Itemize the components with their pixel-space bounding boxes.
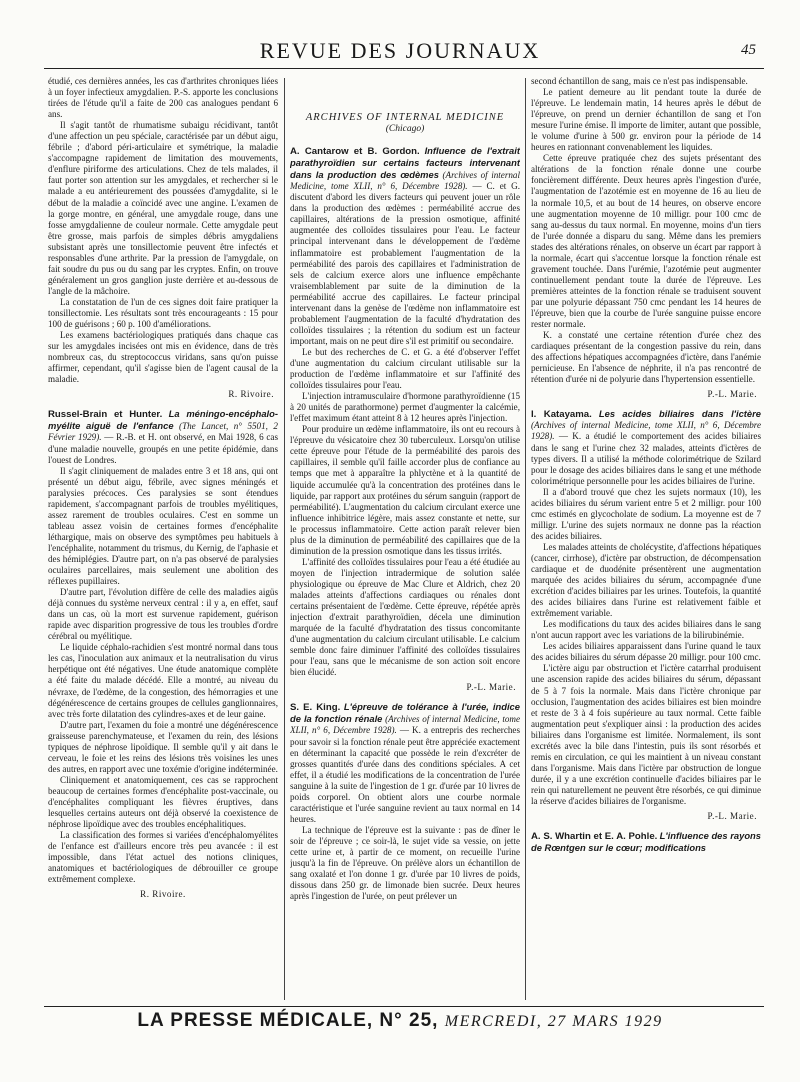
article-reference: (Archives of internal Medicine, tome XLII, n° 6, Décembre 1928). — [290, 170, 520, 192]
paragraph: D'autre part, l'examen du foie a montré une dégénérescence graisseuse parenchymateuse, et l'examen du rein, des lésions typiques de néphrose lipoïdique. Il semble qu'il y ait dans le cerveau, le foie et les reins des lésions très voisines les unes des autres, en rapport avec une toxémie d'origine indéterminée. — [48, 719, 278, 774]
paragraph: La constatation de l'un de ces signes doit faire pratiquer la tonsillectomie. Les résultats sont très encourageants : 15 pour 100 de guérisons ; 60 p. 100 d'améliorations. — [48, 296, 278, 330]
article-author: S. E. King. — [290, 702, 341, 714]
column-middle — [290, 76, 520, 1006]
article-author: A. S. Whartin et E. A. Pohle. — [531, 831, 658, 843]
author-signature: R. Rivoire. — [228, 389, 274, 400]
article-uree — [290, 701, 520, 902]
paragraph: L'ictère aigu par obstruction et l'ictère catarrhal produisent une ascension rapide des acides biliaires du sérum, dépassant de 5 à 7 fois la normale. Mais dans l'ictère chronique par occlusion, l'augmentation des acides biliaires est bien moindre et reste de 3 à 4 fois supérieure au taux normal. Cette faible augmentation peut s'expliquer ainsi : la production des acides biliaires dans l'organisme est limitée. Normalement, ils sont excrétés avec la bile dans l'intestin, puis ils sont résorbés et remis en circulation, ce qui les maintient à un niveau constant dans l'organisme. Mais dans l'ictère par obstruction de longue durée, il y a une excrétion continuelle d'acides biliaires par le rein qui naturellement ne peuvent être résorbés, ce qui diminue la réserve d'acides biliaires de l'organisme. — [531, 663, 761, 806]
article-heading — [290, 701, 520, 825]
paragraph: Cliniquement et anatomiquement, ces cas se rapprochent beaucoup de certaines formes d'encéphalite post-vaccinale, ou d'encéphalites compliquant les fièvres éruptives, dans lesquelles certains auteurs ont déjà observé la coexistence de néphrose lipoïdique avec des troubles encéphalitiques. — [48, 774, 278, 830]
column-left — [48, 76, 278, 1006]
article-rayons-roentgen — [531, 830, 761, 854]
section-subtitle: (Chicago) — [385, 124, 425, 135]
author-signature: P.-L. Marie. — [707, 811, 757, 822]
column-right — [531, 76, 761, 1006]
paragraph: Le but des recherches de C. et G. a été d'observer l'effet d'une augmentation du calcium circulant utilisable sur la production de l'œdème inflammatoire et sur l'affinité des colloïdes tissulaires pour l'eau. — [290, 346, 520, 391]
article-heading — [531, 408, 761, 486]
paragraph: La classification des formes si variées d'encéphalomyélites de l'enfance est d'ailleurs encore très peu avancée : il est impossible, dans l'état actuel des notions cliniques, anatomiques et bactériologiques de débrouiller ce groupe extrêmement complexe. — [48, 830, 278, 885]
paragraph: Le liquide céphalo-rachidien s'est montré normal dans tous les cas, l'inoculation aux animaux et la neutralisation du virus herpétique ont été négatives. Une étude anatomique complète a été faite du malade décédé. Elle a montré, au niveau du névraxe, de l'œdème, de la congestion, des hémorragies et une dégénérescence de certains groupes de cellules ganglionnaires, avec très forte dilatation des cylindres-axes et de leur gaine. — [48, 642, 278, 719]
article-acides-biliaires — [531, 408, 761, 822]
paragraph: Pour produire un œdème inflammatoire, ils ont eu recours à l'épreuve du vésicatoire chez 30 tuberculeux. Lorsqu'on utilise cette épreuve pour l'étude de la perméabilité des parois des capillaires, il semble qu'il faille accorder plus de confiance au temps que met à apparaître la phlyctène et à la quantité de liquide accumulée qu'à la concentration des protéines dans le liquide, par rapport aux protéines du sérum sanguin (rapport de perméabilité). L'augmentation du calcium circulant exerce une influence inhibitrice légère, mais assez constante et nette, sur le processus inflammatoire. Cette action paraît relever bien plus de la diminution de perméabilité des capillaires que de la diminution de la pression osmotique dans les tissus irrités. — [290, 424, 520, 556]
paragraph: Les malades atteints de cholécystite, d'affections hépatiques (cancer, cirrhose), d'ictère par obstruction, de décompensation cardiaque et de duodénite présentèrent une augmentation marquée des acides biliaires du sérum, accompagnée d'une excrétion d'acides biliaires par les urines. Toutefois, la quantité des acides biliaires dans l'urine est relativement faible et extrêmement variable. — [531, 541, 761, 619]
author-signature: P.-L. Marie. — [707, 389, 757, 400]
article-author: A. Cantarow et B. Gordon. — [290, 146, 420, 158]
footer-journal: LA PRESSE MÉDICALE, N° 25, — [137, 1010, 439, 1031]
paragraph: second échantillon de sang, mais ce n'est pas indispensable. — [531, 76, 748, 86]
paragraph: Cette épreuve pratiquée chez des sujets présentant des altérations de la fonction rénale donne une courbe foncièrement différente. Deux heures après l'ingestion d'urée, l'augmentation de l'azotémie est en moyenne de 16 au lieu de la normale 10,5, et au bout de 14 heures, on observe encore une augmentation moyenne de 10 milligr. pour 100 cmc de sang au-dessus du taux normal. En moyenne, moins d'un tiers de l'urée donnée a disparu du sang. Même dans les premiers stades des altérations rénales, on observe un écart par rapport à la normale, écart qui s'accentue lorsque la fonction rénale est gravement touchée. Dans l'urémie, l'azotémie peut augmenter continuellement pendant toute la durée de l'épreuve. Les premières atteintes de la fonction rénale se traduisent souvent par une polyurie dépassant 750 cmc pendant les 14 heures de l'épreuve, bien que la courbe de l'urée sanguine puisse encore rester normale. — [531, 153, 761, 330]
paragraph: Le patient demeure au lit pendant toute la durée de l'épreuve. Le lendemain matin, 14 heures après le début de l'épreuve, on prend un dernier échantillon de sang et l'on mesure l'urine émise. Il importe de limiter, autant que possible, le volume d'urine à 500 gr. environ pour la période de 14 heures en rationnant convenablement les liquides. — [531, 87, 761, 153]
page-title: REVUE DES JOURNAUX — [259, 38, 541, 63]
article-title: L'influence des rayons de Rœntgen sur le cœur; modifications — [531, 830, 761, 854]
paragraph: — C. et G. discutent d'abord les divers facteurs qui peuvent jouer un rôle dans la production des œdèmes : perméabilité accrue des capillaires, altérations de la pression osmotique, affinité augmentée des colloïdes tissulaires pour l'eau. Le facteur principal intervenant dans le développement de l'œdème inflammatoire est probablement l'augmentation de la perméabilité des parois des capillaires et l'administration de sels de calcium exerce alors une influence empêchante vraisemblablement par suite de la diminution de la perméabilité accrue des capillaires. Le facteur principal intervenant dans la genèse de l'œdème non inflammatoire est probablement l'augmentation de la faculté d'hydratation des colloïdes tissulaires ; la rétention du sodium est un facteur important, mais on ne peut dire s'il est primitif ou secondaire. — [290, 181, 520, 346]
article-title: Les acides biliaires dans l'ictère — [598, 408, 761, 420]
footer-issue-date: MERCREDI, 27 MARS 1929 — [444, 1013, 663, 1030]
paragraph: Il s'agit tantôt de rhumatisme subaigu récidivant, tantôt d'une affection un peu spéciale, caractérisée par un début aigu, fébrile ; d'abord péri-articulaire et symétrique, la maladie s'accompagne rapidement de limitation des mouvements, d'enflure piriforme des articulations. Chez de tels malades, il faut porter son attention sur les amygdales, et rechercher si le malade a eu antérieurement des poussées d'amygdalite, si le début de la maladie a coïncidé avec une angine. L'examen de la gorge montre, en général, une amygdale rouge, dans une fosse amygdalienne de couleur normale. Cette amygdale peut être grosse, mais parfois de simples débris amygdaliens subsistant après une tonsillectomie peuvent être infectés et responsables d'une arthrite. Par la pression de l'amygdale, on fait soudre du pus ou du sang par les cryptes. Enfin, on trouve généralement un gros ganglion juste derrière et au-dessous de l'angle de la mâchoire. — [48, 120, 278, 296]
article-reference: (The Lancet, n° 5501, 2 Février 1929). — [48, 421, 278, 443]
paragraph: — K. a étudié le comportement des acides biliaires dans le sang et l'urine chez 32 malades, atteints d'ictères de types divers. Il a utilisé la méthode colorimétrique de Szilard pour le dosage des acides biliaires dans le sang et une méthode colorimétrique personnelle pour les acides biliaires de l'urine. — [531, 431, 761, 486]
column-divider — [525, 78, 526, 1000]
column-divider — [284, 78, 285, 1000]
article-heading — [290, 145, 520, 347]
article-reference: (Archives of internal Medicine, tome XLII, n° 6, Décembre 1928). — [290, 714, 520, 736]
article-reference: (Archives of internal Medicine, tome XLII, n° 6, Décembre 1928). — [531, 420, 761, 442]
author-signature: R. Rivoire. — [140, 889, 186, 900]
page-footer — [0, 1010, 800, 1032]
paragraph: La technique de l'épreuve est la suivante : pas de dîner le soir de l'épreuve ; ce soir-là, le sujet vide sa vessie, on jette cette urine et, à partir de ce moment, on recueille l'urine jusqu'à la fin de l'épreuve. On prélève alors un échantillon de sang oxalaté et l'on donne 1 gr. d'urée par 10 livres de poids, dissous dans 250 gr. de limonade bien sucrée. Deux heures après l'ingestion de l'urée, on peut prélever un — [290, 824, 520, 902]
article-meningo-encephalite — [48, 408, 278, 900]
paragraph: K. a constaté une certaine rétention d'urée chez des cardiaques présentant de la congestion passive du rein, dans des affections hépatiques accompagnées d'ictère, dans l'anémie pernicieuse. En l'absence de néphrite, il n'a pas rencontré de rétention d'urée ni de polyurie dans l'hypertension essentielle. — [531, 330, 761, 385]
article-title: La méningo-encéphalo-myélite aiguë de l'enfance — [48, 408, 278, 432]
article-author: I. Katayama. — [531, 409, 592, 421]
page-number: 45 — [741, 42, 756, 58]
header-rule — [44, 68, 764, 69]
paragraph: Il s'agit cliniquement de malades entre 3 et 18 ans, qui ont présenté un début aigu, fébrile, avec signes méningés et paralysies précoces. Ces paralysies se sont étendues rapidement, s'accompagnant parfois de troubles myélitiques, assez rarement de troubles oculaires. C'est en somme un tableau assez voisin de certaines formes d'encéphalite léthargique, mais on observe des symptômes peu habituels à l'encéphalite, notamment du trismus, du Kernig, de l'aphasie et des hémiplégies. D'autre part, on n'a pas observé de paralysies oculaires parcellaires, mais seulement une abolition des réflexes pupillaires. — [48, 465, 278, 587]
article-heading — [48, 408, 278, 465]
paragraph: L'affinité des colloïdes tissulaires pour l'eau a été étudiée au moyen de l'injection intradermique de solution salée physiologique ou épreuve de Mac Clure et Aldrich, chez 20 malades atteints d'affections cardiaques ou rénales dont certains présentaient de l'œdème. Cette épreuve, répétée après injection d'extrait parathyroïdien, décela une diminution marquée de la faculté d'hydratation des tissus concomitante d'une augmentation du calcium circulant utilisable. Le calcium semble donc faire diminuer l'affinité des colloïdes tissulaires pour l'eau, sans que le mécanisme de son action soit encore bien élucidé. — [290, 556, 520, 678]
section-title: ARCHIVES OF INTERNAL MEDICINE — [305, 112, 505, 123]
article-title: L'épreuve de tolérance à l'urée, indice de la fonction rénale — [290, 701, 520, 725]
paragraph: Il a d'abord trouvé que chez les sujets normaux (10), les acides biliaires du sérum varient entre 5 et 2 milligr. pour 100 cmc estimés en glycocholate de sodium. La moyenne est de 7 milligr. L'urine des sujets normaux ne donne pas la réaction des acides biliaires. — [531, 486, 761, 541]
footer-rule — [44, 1006, 764, 1007]
paragraph: — R.-B. et H. ont observé, en Mai 1928, 6 cas d'une maladie nouvelle, groupés en une petite épidémie, dans l'ouest de Londres. — [48, 432, 278, 465]
paragraph: Les examens bactériologiques pratiqués dans chaque cas sur les amygdales incisées ont mis en évidence, dans de très nombreux cas, du streptococcus viridans, sans qu'on puisse affirmer, cependant, qu'il s'agisse bien de l'agent causal de la maladie. — [48, 330, 278, 385]
paragraph: Les modifications du taux des acides biliaires dans le sang n'ont aucun rapport avec les variations de la bilirubinémie. — [531, 619, 761, 641]
paragraph: — K. a entrepris des recherches pour savoir si la fonction rénale peut être appréciée exactement en déterminant la capacité que possède le rein d'excréter de grosses quantités d'urée dans des conditions spéciales. A cet effet, il a étudié les modifications de la concentration de l'urée sanguine à la suite de l'ingestion de 1 gr. d'urée par 10 livres de poids corporel. On obtient alors une courbe normale caractéristique et l'urée sanguine revient au taux normal en 14 heures. — [290, 725, 520, 824]
author-signature: P.-L. Marie. — [466, 682, 516, 693]
paragraph: Les acides biliaires apparaissent dans l'urine quand le taux des acides biliaires du sérum dépasse 20 milligr. pour 100 cmc. — [531, 641, 761, 663]
article-heading — [531, 830, 761, 854]
paragraph: D'autre part, l'évolution diffère de celle des maladies aigüs déjà connues du système nerveux central : il y a, en effet, sauf dans un cas, où la mort est survenue rapidement, guérison rapide avec disparition progressive de tous les troubles d'ordre cérébral ou myélitique. — [48, 587, 278, 642]
paragraph: étudié, ces dernières années, les cas d'arthrites chroniques liées à un foyer infectieux amygdalien. P.-S. apporte les conclusions tirées de l'étude qu'il a faite de 200 cas analogues pendant 6 ans. — [48, 76, 278, 120]
paragraph: L'injection intramusculaire d'hormone parathyroïdienne (15 à 20 unités de parathormone) permet d'augmenter la calcémie, l'effet maximum étant atteint 8 à 12 heures après l'injection. — [290, 391, 520, 424]
article-author: Russel-Brain et Hunter. — [48, 409, 163, 421]
article-parathyroide — [290, 145, 520, 693]
article-title: Influence de l'extrait parathyroïdien sur certains facteurs intervenant dans la production des œdèmes — [290, 145, 520, 181]
